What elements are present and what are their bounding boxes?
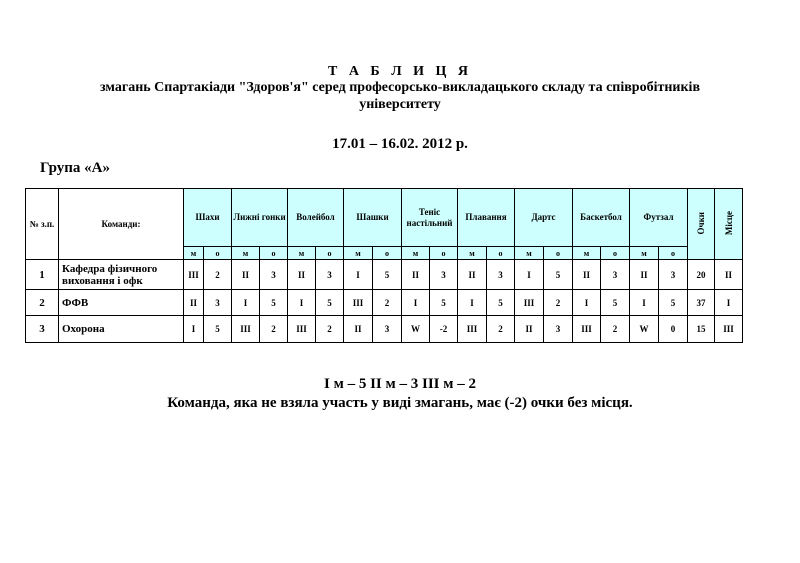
place-subheader: м — [232, 247, 260, 260]
points-cell: 3 — [430, 260, 458, 290]
place-cell: ІІІ — [232, 316, 260, 343]
document-subtitle-line2: університету — [359, 97, 441, 112]
place-cell: І — [184, 316, 204, 343]
row-number: 2 — [26, 290, 59, 316]
place-subheader: м — [458, 247, 487, 260]
place-subheader: м — [344, 247, 373, 260]
place-cell: ІІІ — [515, 290, 544, 316]
points-subheader: о — [601, 247, 630, 260]
place-subheader: м — [573, 247, 601, 260]
points-cell: 3 — [260, 260, 288, 290]
place-cell: ІІІ — [344, 290, 373, 316]
event-header-darts: Дартс — [515, 189, 573, 247]
event-header-basketball: Баскетбол — [573, 189, 630, 247]
place-cell: ІІ — [344, 316, 373, 343]
place-cell: І — [402, 290, 430, 316]
points-cell: 5 — [544, 260, 573, 290]
points-cell: 5 — [373, 260, 402, 290]
document-title: Т А Б Л И Ц Я — [327, 64, 473, 79]
place-cell: ІІ — [458, 260, 487, 290]
points-cell: 3 — [316, 260, 344, 290]
event-header-table-tennis: Теніс настільний — [402, 189, 458, 247]
place-header — [715, 189, 743, 260]
points-cell: 5 — [316, 290, 344, 316]
scoring-legend: І м – 5 ІІ м – 3 ІІІ м – 2 — [324, 376, 476, 392]
results-table — [25, 188, 743, 343]
points-header — [688, 189, 715, 260]
place-cell: І — [288, 290, 316, 316]
place-header-label: Місце — [723, 210, 734, 236]
place-cell: ІІ — [402, 260, 430, 290]
points-subheader: о — [316, 247, 344, 260]
place-subheader: м — [630, 247, 659, 260]
points-cell: -2 — [430, 316, 458, 343]
points-cell: 5 — [601, 290, 630, 316]
place-cell: ІІ — [184, 290, 204, 316]
place-cell: ІІІ — [288, 316, 316, 343]
place-cell: ІІ — [515, 316, 544, 343]
points-cell: 2 — [260, 316, 288, 343]
table-row — [26, 316, 743, 343]
place-cell: ІІ — [232, 260, 260, 290]
final-place-cell: І — [715, 290, 743, 316]
points-cell: 5 — [487, 290, 515, 316]
points-cell: 2 — [544, 290, 573, 316]
competition-dates: 17.01 – 16.02. 2012 р. — [332, 136, 468, 152]
final-place-cell: ІІІ — [715, 316, 743, 343]
total-points-cell: 20 — [688, 260, 715, 290]
group-label: Група «А» — [40, 160, 110, 176]
event-header-skiing: Лижні гонки — [232, 189, 288, 247]
place-subheader: м — [288, 247, 316, 260]
place-cell: ІІІ — [458, 316, 487, 343]
place-cell: ІІІ — [573, 316, 601, 343]
points-cell: 5 — [659, 290, 688, 316]
rules-note: Команда, яка не взяла участь у виді змагань, має (-2) очки без місця. — [167, 395, 633, 411]
event-header-futsal: Футзал — [630, 189, 688, 247]
number-header: № з.п. — [26, 189, 59, 260]
place-cell: W — [630, 316, 659, 343]
place-cell: ІІ — [630, 260, 659, 290]
team-name: Охорона — [59, 316, 184, 343]
place-cell: І — [232, 290, 260, 316]
place-cell: ІІ — [288, 260, 316, 290]
place-subheader: м — [402, 247, 430, 260]
points-cell: 3 — [659, 260, 688, 290]
points-subheader: о — [659, 247, 688, 260]
points-cell: 3 — [204, 290, 232, 316]
points-subheader: о — [487, 247, 515, 260]
points-subheader: о — [260, 247, 288, 260]
points-cell: 3 — [544, 316, 573, 343]
event-header-volleyball: Волейбол — [288, 189, 344, 247]
row-number: 3 — [26, 316, 59, 343]
document-subtitle-line1: змагань Спартакіади "Здоров'я" серед професорсько-викладацького складу та співробітників — [99, 80, 701, 95]
points-cell: 2 — [601, 316, 630, 343]
points-cell: 3 — [601, 260, 630, 290]
place-cell: І — [573, 290, 601, 316]
points-cell: 0 — [659, 316, 688, 343]
place-cell: ІІІ — [184, 260, 204, 290]
team-name: Кафедра фізичного виховання і офк — [59, 260, 184, 290]
points-cell: 5 — [260, 290, 288, 316]
total-points-cell: 37 — [688, 290, 715, 316]
place-subheader: м — [515, 247, 544, 260]
points-cell: 2 — [487, 316, 515, 343]
points-cell: 5 — [430, 290, 458, 316]
points-cell: 3 — [487, 260, 515, 290]
points-cell: 2 — [316, 316, 344, 343]
points-subheader: о — [544, 247, 573, 260]
row-number: 1 — [26, 260, 59, 290]
final-place-cell: ІІ — [715, 260, 743, 290]
event-header-checkers: Шашки — [344, 189, 402, 247]
points-cell: 2 — [204, 260, 232, 290]
total-points-cell: 15 — [688, 316, 715, 343]
place-cell: W — [402, 316, 430, 343]
points-header-label: Очки — [696, 211, 706, 235]
points-cell: 3 — [373, 316, 402, 343]
points-cell: 5 — [204, 316, 232, 343]
team-name: ФФВ — [59, 290, 184, 316]
event-header-swimming: Плавання — [458, 189, 515, 247]
points-cell: 2 — [373, 290, 402, 316]
place-cell: ІІ — [573, 260, 601, 290]
place-cell: І — [458, 290, 487, 316]
event-header-chess: Шахи — [184, 189, 232, 247]
place-subheader: м — [184, 247, 204, 260]
points-subheader: о — [430, 247, 458, 260]
place-cell: І — [344, 260, 373, 290]
teams-header: Команди: — [59, 189, 184, 260]
points-subheader: о — [204, 247, 232, 260]
table-row — [26, 260, 743, 290]
place-cell: І — [630, 290, 659, 316]
points-subheader: о — [373, 247, 402, 260]
table-row — [26, 290, 743, 316]
place-cell: І — [515, 260, 544, 290]
